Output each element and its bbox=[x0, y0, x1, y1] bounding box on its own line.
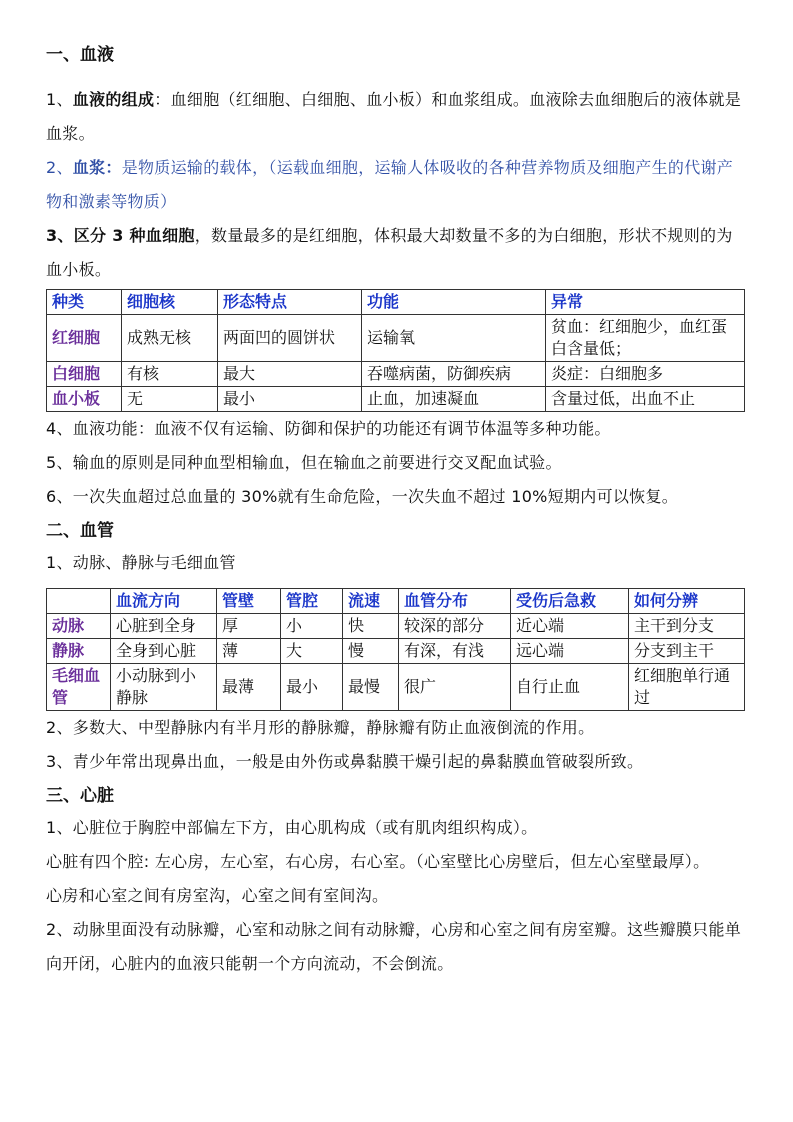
paragraph-heart-grooves: 心房和心室之间有房室沟，心室之间有室间沟。 bbox=[46, 886, 389, 905]
blood-cell-table bbox=[46, 289, 745, 412]
document-page bbox=[46, 44, 748, 981]
table-cell: 两面凹的圆饼状 bbox=[218, 315, 362, 362]
section-heading-vessels: 二、血管 bbox=[46, 521, 114, 541]
table-row bbox=[47, 639, 745, 664]
table-cell: 炎症：白细胞多 bbox=[546, 362, 745, 387]
table-header-cell: 异常 bbox=[546, 290, 745, 315]
table-header-cell: 管壁 bbox=[217, 589, 281, 614]
term-three-blood-cells: 3、区分 3 种血细胞 bbox=[46, 226, 195, 245]
section-heading-heart: 三、心脏 bbox=[46, 786, 114, 806]
table-cell: 运输氧 bbox=[362, 315, 546, 362]
table-cell: 含量过低，出血不止 bbox=[546, 387, 745, 412]
item-number: 1、 bbox=[46, 90, 73, 109]
table-cell: 全身到心脏 bbox=[111, 639, 217, 664]
table-header-cell: 受伤后急救 bbox=[511, 589, 629, 614]
paragraph-text: 是物质运输的载体，（运载血细胞，运输人体吸收的各种营养物质及细胞产生的代谢产物和激素等物质） bbox=[46, 158, 734, 211]
paragraph-three-blood-cells bbox=[46, 219, 748, 287]
table-cell: 无 bbox=[122, 387, 218, 412]
table-cell: 红细胞单行通过 bbox=[629, 664, 745, 711]
table-cell: 快 bbox=[343, 614, 399, 639]
table-cell: 远心端 bbox=[511, 639, 629, 664]
table-header-cell: 功能 bbox=[362, 290, 546, 315]
table-cell: 薄 bbox=[217, 639, 281, 664]
table-cell: 成熟无核 bbox=[122, 315, 218, 362]
row-header-cell: 红细胞 bbox=[47, 315, 122, 362]
table-row bbox=[47, 362, 745, 387]
table-row bbox=[47, 664, 745, 711]
table-cell: 较深的部分 bbox=[399, 614, 511, 639]
paragraph-transfusion: 5、输血的原则是同种血型相输血，但在输血之前要进行交叉配血试验。 bbox=[46, 453, 562, 472]
table-cell: 最薄 bbox=[217, 664, 281, 711]
paragraph-text: ：血细胞（红细胞、白细胞、血小板）和血浆组成。血液除去血细胞后的液体就是血浆。 bbox=[46, 90, 742, 143]
table-cell: 小 bbox=[281, 614, 343, 639]
table-cell: 自行止血 bbox=[511, 664, 629, 711]
table-cell: 心脏到全身 bbox=[111, 614, 217, 639]
table-header-cell: 如何分辨 bbox=[629, 589, 745, 614]
table-cell: 最小 bbox=[281, 664, 343, 711]
table-header-row bbox=[47, 290, 745, 315]
row-header-cell: 血小板 bbox=[47, 387, 122, 412]
paragraph-heart-chambers: 心脏有四个腔: 左心房，左心室，右心房，右心室。（心室壁比心房壁后，但左心室壁最厚）。 bbox=[46, 852, 710, 871]
table-cell: 主干到分支 bbox=[629, 614, 745, 639]
paragraph-venous-valves: 2、多数大、中型静脉内有半月形的静脉瓣，静脉瓣有防止血液倒流的作用。 bbox=[46, 718, 595, 737]
table-cell: 最小 bbox=[218, 387, 362, 412]
table-cell: 贫血：红细胞少，血红蛋白含量低； bbox=[546, 315, 745, 362]
table-header-cell: 形态特点 bbox=[218, 290, 362, 315]
paragraph-plasma bbox=[46, 151, 748, 219]
paragraph-heart-valves: 2、动脉里面没有动脉瓣，心室和动脉之间有动脉瓣，心房和心室之间有房室瓣。这些瓣膜只能单向开闭，心脏内的血液只能朝一个方向流动，不会倒流。 bbox=[46, 920, 742, 973]
table-header-cell: 细胞核 bbox=[122, 290, 218, 315]
table-cell: 止血，加速凝血 bbox=[362, 387, 546, 412]
table-cell: 厚 bbox=[217, 614, 281, 639]
table-header-row bbox=[47, 589, 745, 614]
table-cell: 近心端 bbox=[511, 614, 629, 639]
table-cell: 吞噬病菌，防御疾病 bbox=[362, 362, 546, 387]
row-header-cell: 毛细血管 bbox=[47, 664, 111, 711]
table-header-cell: 流速 bbox=[343, 589, 399, 614]
table-cell: 慢 bbox=[343, 639, 399, 664]
table-row bbox=[47, 387, 745, 412]
table-header-cell: 血管分布 bbox=[399, 589, 511, 614]
paragraph-blood-composition bbox=[46, 83, 748, 151]
paragraph-vessel-types: 1、动脉、静脉与毛细血管 bbox=[46, 553, 236, 572]
blood-vessel-table bbox=[46, 588, 745, 711]
paragraph-text: ，数量最多的是红细胞，体积最大却数量不多的为白细胞，形状不规则的为血小板。 bbox=[46, 226, 733, 279]
term-blood-composition: 血液的组成 bbox=[72, 90, 155, 109]
paragraph-blood-loss: 6、一次失血超过总血量的 30%就有生命危险，一次失血不超过 10%短期内可以恢复。 bbox=[46, 487, 679, 506]
paragraph-nosebleed: 3、青少年常出现鼻出血，一般是由外伤或鼻黏膜干燥引起的鼻黏膜血管破裂所致。 bbox=[46, 752, 644, 771]
section-heading-blood: 一、血液 bbox=[46, 45, 114, 65]
table-cell: 有核 bbox=[122, 362, 218, 387]
term-plasma: 血浆： bbox=[72, 158, 122, 177]
row-header-cell: 动脉 bbox=[47, 614, 111, 639]
table-cell: 最大 bbox=[218, 362, 362, 387]
table-header-cell: 管腔 bbox=[281, 589, 343, 614]
table-row bbox=[47, 315, 745, 362]
item-number: 2、 bbox=[46, 158, 73, 177]
table-header-cell: 种类 bbox=[47, 290, 122, 315]
table-cell: 大 bbox=[281, 639, 343, 664]
table-row bbox=[47, 614, 745, 639]
paragraph-heart-location: 1、心脏位于胸腔中部偏左下方，由心肌构成（或有肌肉组织构成）。 bbox=[46, 818, 538, 837]
row-header-cell: 白细胞 bbox=[47, 362, 122, 387]
table-cell: 最慢 bbox=[343, 664, 399, 711]
row-header-cell: 静脉 bbox=[47, 639, 111, 664]
paragraph-blood-function: 4、血液功能：血液不仅有运输、防御和保护的功能还有调节体温等多种功能。 bbox=[46, 419, 611, 438]
table-cell: 有深，有浅 bbox=[399, 639, 511, 664]
table-header-cell: 血流方向 bbox=[111, 589, 217, 614]
table-cell: 很广 bbox=[399, 664, 511, 711]
table-cell: 分支到主干 bbox=[629, 639, 745, 664]
table-header-cell bbox=[47, 589, 111, 614]
table-cell: 小动脉到小静脉 bbox=[111, 664, 217, 711]
